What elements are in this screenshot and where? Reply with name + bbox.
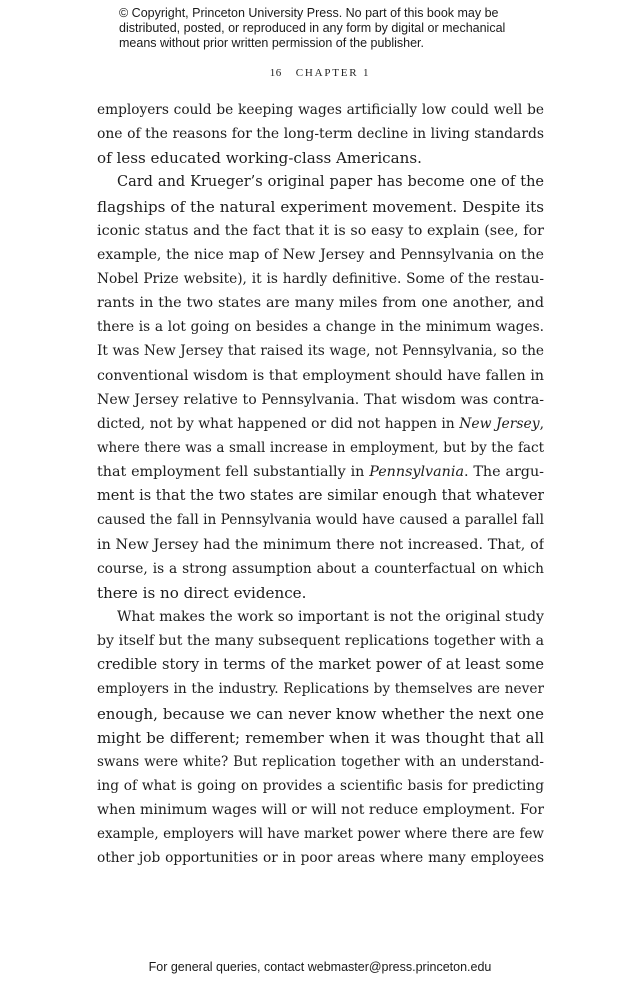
- text-line: in New Jersey had the minimum there not increased. That, of: [97, 536, 544, 553]
- text-line: one of the reasons for the long-term decline in living standards: [97, 126, 544, 143]
- text-run: . The argu-: [463, 464, 544, 481]
- text-line: [97, 460, 544, 484]
- text-line: employers in the industry. Replications by themselves are never: [97, 681, 544, 698]
- text-line: there is no direct evidence.: [97, 583, 307, 602]
- copyright-notice: [119, 6, 539, 51]
- text-line: there is a lot going on besides a change in the minimum wages.: [97, 319, 544, 336]
- text-line: where there was a small increase in employment, but by the fact: [97, 439, 544, 456]
- copyright-line: means without prior written permission of the publisher.: [119, 36, 425, 50]
- chapter-label: CHAPTER 1: [295, 67, 371, 79]
- text-line: It was New Jersey that raised its wage, not Pennsylvania, so the: [97, 343, 544, 360]
- text-line: example, the nice map of New Jersey and Pennsylvania on the: [97, 246, 544, 263]
- text-run: ,: [539, 415, 544, 432]
- text-line: rants in the two states are many miles from one another, and: [97, 295, 544, 312]
- italic-place-name: Pennsylvania: [369, 464, 464, 481]
- text-run: dicted, not by what happened or did not happen in: [97, 415, 460, 432]
- text-line: iconic status and the fact that it is so easy to explain (see, for: [97, 222, 544, 239]
- text-line: Nobel Prize website), it is hardly definitive. Some of the restau-: [97, 270, 544, 287]
- text-line: conventional wisdom is that employment should have fallen in: [97, 367, 544, 384]
- italic-place-name: New Jersey: [459, 415, 540, 432]
- text-line: other job opportunities or in poor areas where many employees: [97, 850, 544, 867]
- text-line: swans were white? But replication together with an understand-: [97, 753, 544, 770]
- running-head: [0, 67, 640, 79]
- text-line: might be different; remember when it was thought that all: [97, 728, 544, 747]
- text-line: course, is a strong assumption about a counterfactual on which: [97, 560, 544, 577]
- copyright-line: © Copyright, Princeton University Press. No part of this book may be: [119, 6, 499, 20]
- page-number: 16: [269, 67, 282, 79]
- text-line: caused the fall in Pennsylvania would have caused a parallel fall: [97, 512, 544, 529]
- text-line: employers could be keeping wages artificially low could well be: [97, 102, 544, 118]
- text-line: credible story in terms of the market power of at least some: [97, 657, 544, 674]
- paragraph-start-line: Card and Krueger’s original paper has become one of the: [117, 174, 544, 191]
- text-line: example, employers will have market power where there are few: [97, 826, 544, 843]
- text-line: New Jersey relative to Pennsylvania. That wisdom was contra-: [97, 391, 544, 408]
- text-line: ment is that the two states are similar enough that whatever: [97, 488, 544, 505]
- text-line: by itself but the many subsequent replications together with a: [97, 633, 544, 650]
- text-line: [97, 412, 544, 436]
- body-text: [97, 98, 544, 871]
- footer-contact: For general queries, contact webmaster@press.princeton.edu: [148, 960, 492, 974]
- copyright-line: distributed, posted, or reproduced in any form by digital or mechanical: [119, 21, 506, 35]
- text-run: that employment fell substantially in: [97, 464, 370, 481]
- text-line: when minimum wages will or will not reduce employment. For: [97, 802, 544, 819]
- text-line: of less educated working-class Americans.: [97, 149, 422, 168]
- text-line: flagships of the natural experiment movement. Despite its: [97, 197, 544, 216]
- text-line: ing of what is going on provides a scientific basis for predicting: [97, 777, 544, 794]
- text-line: enough, because we can never know whether the next one: [97, 704, 544, 723]
- paragraph-start-line: What makes the work so important is not the original study: [117, 608, 544, 625]
